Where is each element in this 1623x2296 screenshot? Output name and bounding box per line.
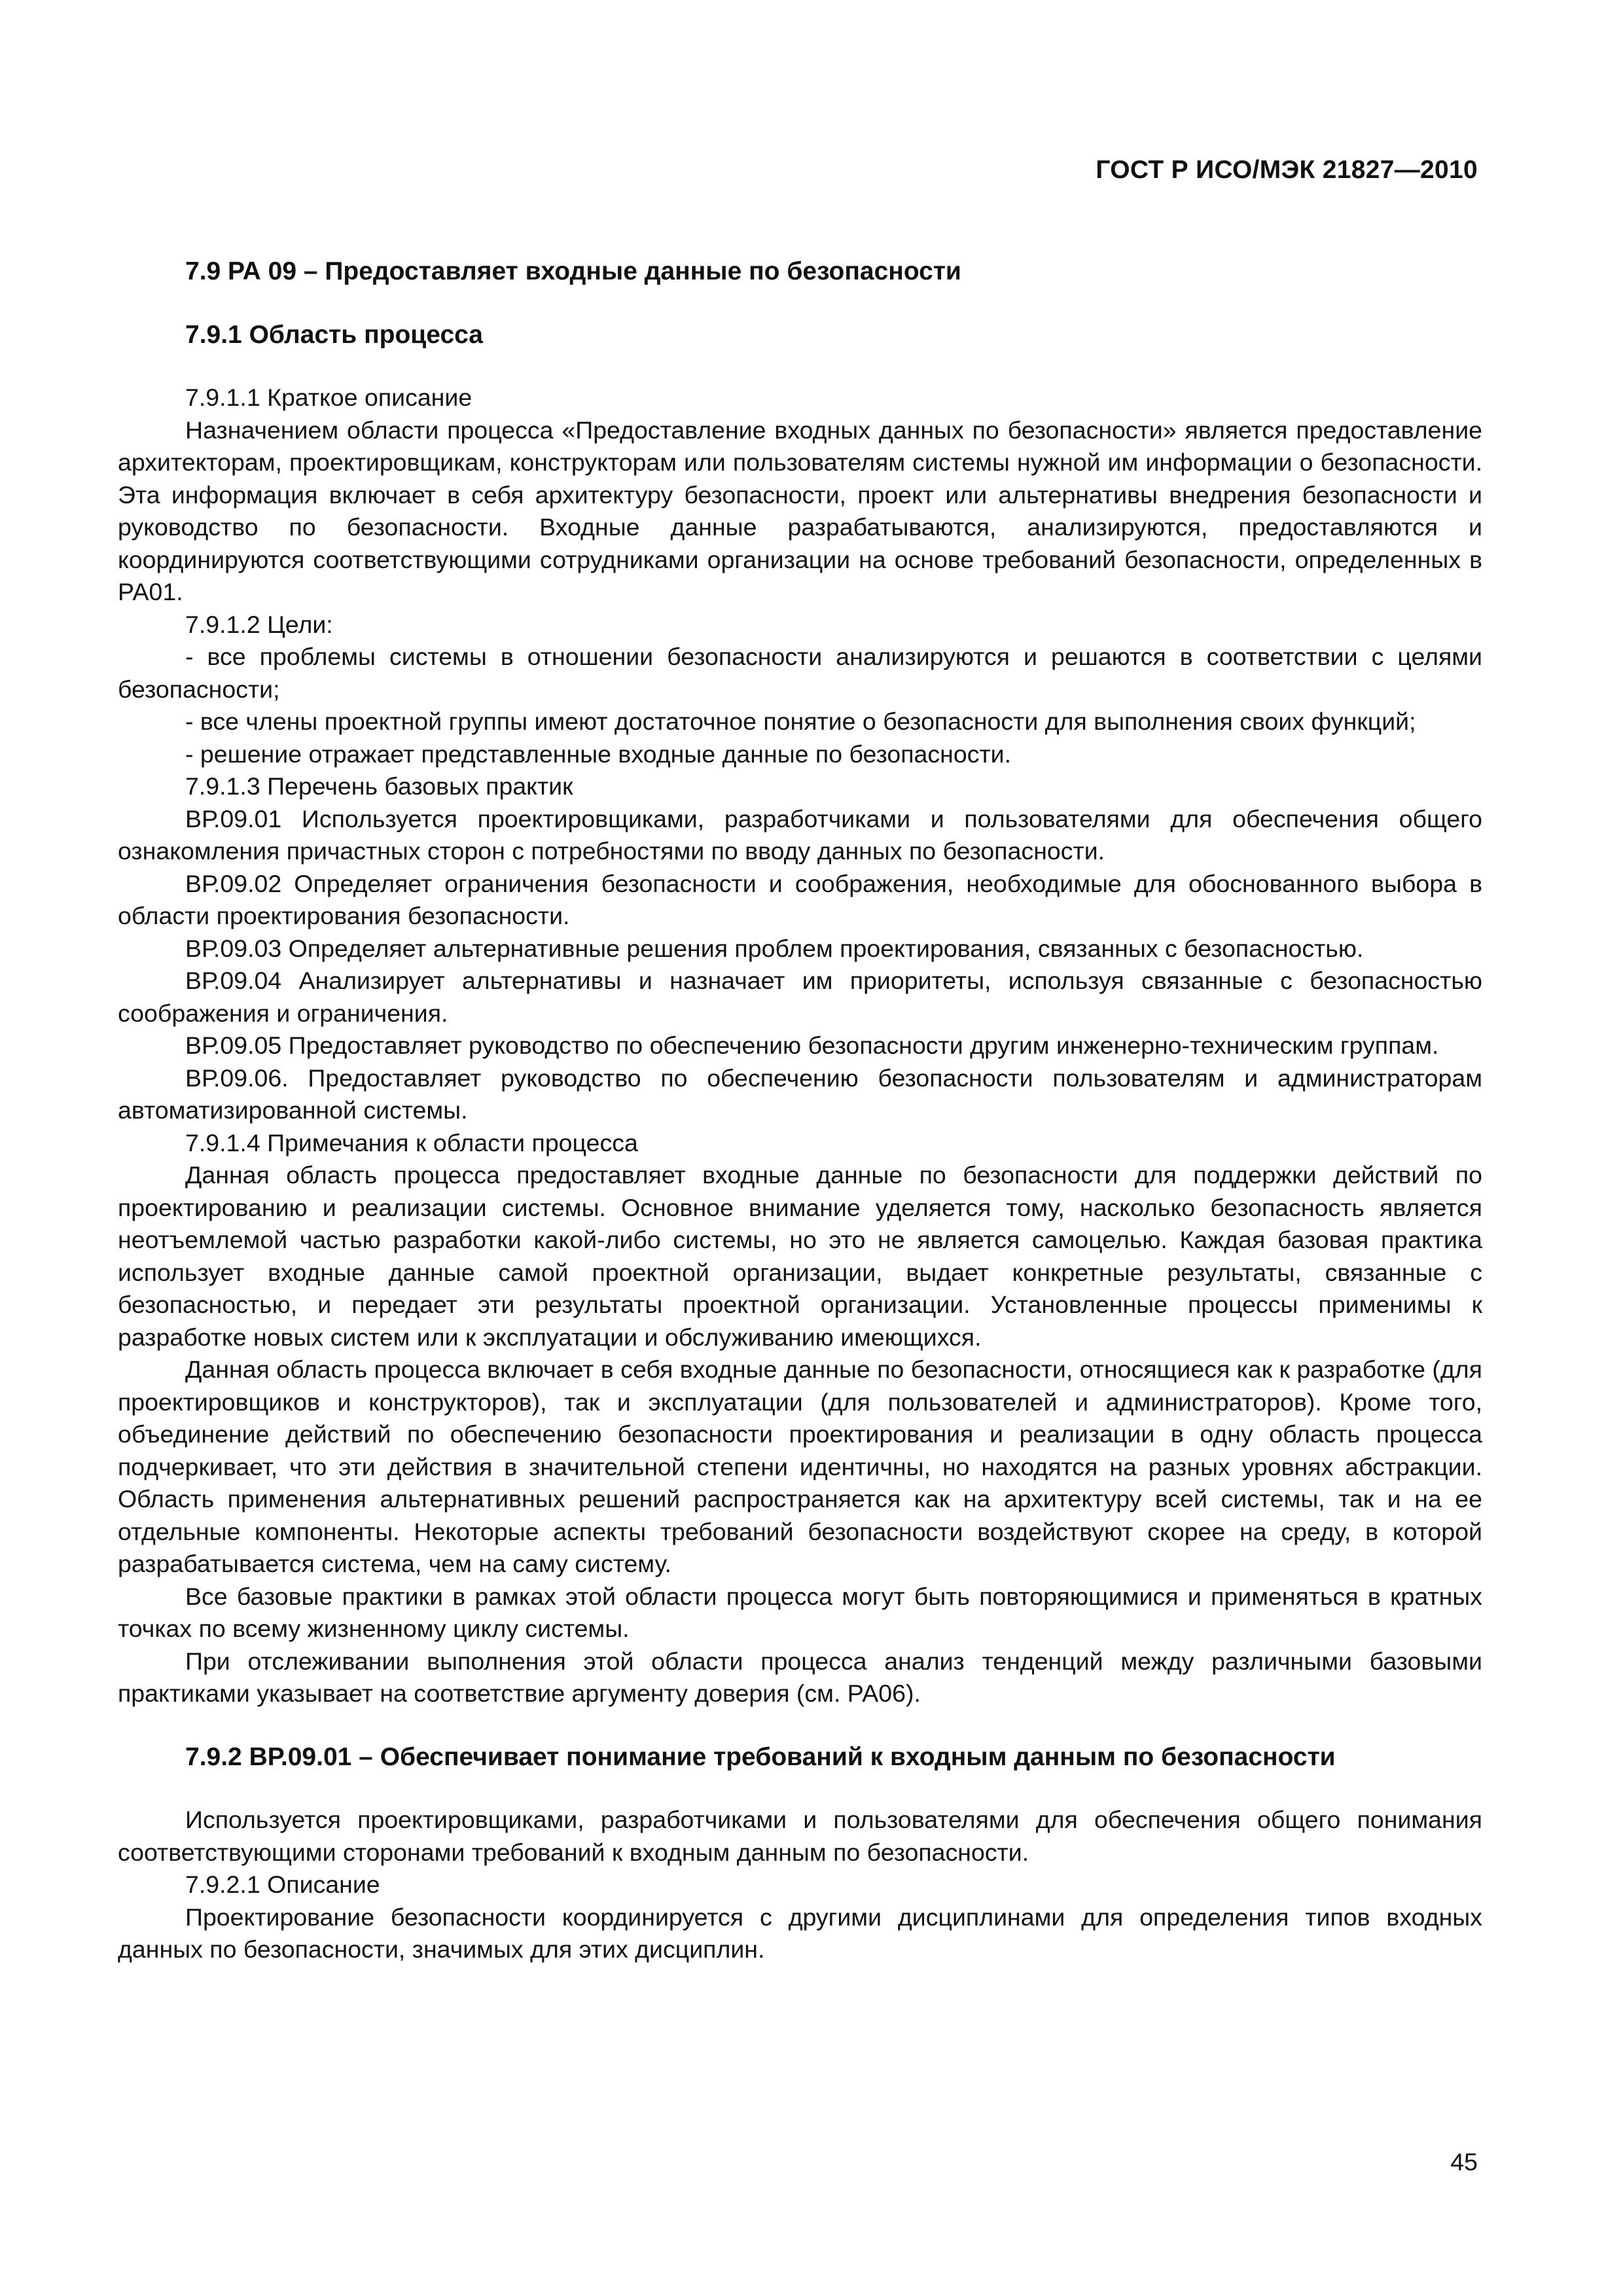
subsection-heading-7-9-1: 7.9.1 Область процесса	[185, 320, 483, 349]
paragraph: При отслеживании выполнения этой области процесса анализ тенденций между различными базовыми практиками указывает на соответствие аргументу доверия (см. РА06).	[118, 1647, 1482, 1707]
subsection-heading-7-9-2: 7.9.2 ВР.09.01 – Обеспечивает понимание требований к входным данным по безопасности	[185, 1742, 1336, 1771]
base-practice-item: ВР.09.02 Определяет ограничения безопасности и соображения, необходимые для обоснованного выбора в области проектирования безопасности.	[118, 869, 1482, 929]
page-content	[118, 255, 1482, 1966]
base-practice-item: ВР.09.03 Определяет альтернативные решения проблем проектирования, связанных с безопасностью.	[185, 934, 1364, 962]
paragraph: 7.9.2.1 Описание	[185, 1871, 380, 1898]
paragraph: Используется проектировщиками, разработчиками и пользователями для обеспечения общего понимания соответствующими сторонами требований к входным данным по безопасности.	[118, 1806, 1482, 1866]
base-practice-item: ВР.09.04 Анализирует альтернативы и назначает им приоритеты, используя связанные с безопасностью соображения и ограничения.	[118, 967, 1482, 1027]
base-practice-item: ВР.09.06. Предоставляет руководство по обеспечению безопасности пользователям и администраторам автоматизированной системы.	[118, 1064, 1482, 1124]
paragraph: 7.9.1.1 Краткое описание	[185, 384, 473, 411]
section-heading: 7.9 РА 09 – Предоставляет входные данные по безопасности	[185, 257, 961, 285]
paragraph: Проектирование безопасности координируется с другими дисциплинами для определения типов входных данных по безопасности, значимых для этих дисциплин.	[118, 1903, 1482, 1963]
paragraph: 7.9.1.2 Цели:	[185, 610, 333, 638]
base-practice-item: ВР.09.01 Используется проектировщиками, разработчиками и пользователями для обеспечения общего ознакомления причастных сторон с потребностями по вводу данных по безопасности.	[118, 804, 1482, 865]
base-practice-item: ВР.09.05 Предоставляет руководство по обеспечению безопасности другим инженерно-техническим группам.	[185, 1031, 1439, 1059]
paragraph: Все базовые практики в рамках этой области процесса могут быть повторяющимися и применяться в кратных точках по всему жизненному циклу системы.	[118, 1582, 1482, 1642]
paragraph: 7.9.1.3 Перечень базовых практик	[185, 772, 573, 800]
paragraph: Данная область процесса включает в себя входные данные по безопасности, относящиеся как к разработке (для проектировщиков и конструкторов), так и эксплуатации (для пользователей и администраторов). Кроме того, объединение действий по обеспечению безопасности проектирования и реализации в одну область процесса подчеркивает, что эти действия в значительной степени идентичны, но находятся на разных уровнях абстракции. Область применения альтернативных решений распространяется как на архитектуру всей системы, так и на ее отдельные компоненты. Некоторые аспекты требований безопасности воздействуют скорее на среду, в которой разрабатывается система, чем на саму систему.	[118, 1355, 1482, 1577]
paragraph: Назначением области процесса «Предоставление входных данных по безопасности» является предоставление архитекторам, проектировщикам, конструкторам или пользователям системы нужной им информации о безопасности. Эта информация включает в себя архитектуру безопасности, проект или альтернативы внедрения безопасности и руководство по безопасности. Входные данные разрабатываются, анализируются, предоставляются и координируются соответствующими сотрудниками организации на основе требований безопасности, определенных в РА01.	[118, 416, 1482, 605]
document-code-header: ГОСТ Р ИСО/МЭК 21827—2010	[1096, 156, 1478, 184]
page-number: 45	[1450, 2148, 1478, 2176]
paragraph: 7.9.1.4 Примечания к области процесса	[185, 1128, 638, 1157]
paragraph: Данная область процесса предоставляет входные данные по безопасности для поддержки действий по проектированию и реализации системы. Основное внимание уделяется тому, насколько безопасность является неотъемлемой частью разработки какой-либо системы, но это не является самоцелью. Каждая базовая практика использует входные данные самой проектной организации, выдает конкретные результаты, связанные с безопасностью, и передает эти результаты проектной организации. Установленные процессы применимы к разработке новых систем или к эксплуатации и обслуживанию имеющихся.	[118, 1161, 1482, 1351]
list-item: - все проблемы системы в отношении безопасности анализируются и решаются в соответствии с целями безопасности;	[118, 643, 1482, 703]
list-item: - решение отражает представленные входные данные по безопасности.	[185, 740, 1011, 768]
list-item: - все члены проектной группы имеют достаточное понятие о безопасности для выполнения своих функций;	[185, 708, 1416, 735]
